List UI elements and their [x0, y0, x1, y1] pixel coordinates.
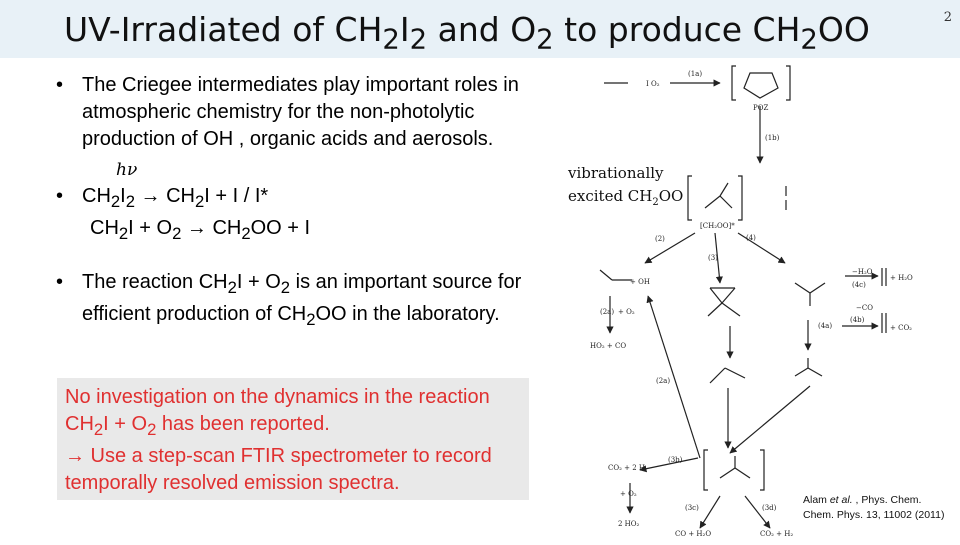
step-3b-label: (3b)	[668, 456, 683, 464]
slide-title: UV-Irradiated of $CH_2I_2$ and $O_2$ to produce $CH_2OO$	[64, 10, 870, 56]
bullet-list	[56, 72, 556, 355]
bullet-dot: •	[56, 271, 64, 293]
co-loss-label: −CO	[856, 304, 873, 312]
hv-label: hν	[116, 160, 138, 180]
mechanism-diagram	[560, 58, 960, 540]
ch2oo-star-label: [CH₂OO]*	[700, 222, 735, 230]
step-1b-label: (1b)	[765, 134, 780, 142]
ho2co-label: HO₂ + CO	[590, 342, 627, 350]
bullet-item-reactions	[56, 160, 556, 247]
vibrationally-label: vibrationally	[568, 164, 664, 182]
two-ho2-label: 2 HO₂	[618, 520, 640, 528]
step-2a-label: (2a)	[600, 308, 615, 316]
step-3c-label: (3c)	[685, 504, 699, 512]
step-4c-label: (4c)	[852, 281, 866, 289]
o2-label: + O₂	[618, 308, 635, 316]
step-3-label: (3)	[708, 254, 718, 262]
step-4a-label: (4a)	[818, 322, 833, 330]
bullet-dot: •	[56, 74, 64, 96]
step-1a-label: (1a)	[688, 70, 703, 78]
reaction-line-1: $CH_2I_2 \to CH_2I + I / I*$	[82, 185, 269, 211]
plus-o2-label: + O₂	[620, 490, 637, 498]
slide-number: 2	[943, 10, 952, 25]
step-4b-label: (4b)	[850, 316, 865, 324]
co2-product-label: + CO₂	[890, 324, 912, 332]
co2-h2-label: CO₂ + H₂	[760, 530, 794, 538]
bullet-item-criegee	[56, 72, 556, 153]
reference-citation: Alam et al. , Phys. Chem. Chem. Phys. 13, 11002 (2011)	[803, 494, 945, 521]
callout-text: No investigation on the dynamics in the reaction $CH_2I + O_2$ has been reported. → Use a step-scan FTIR spectrometer to record temporally resolved emission spectra.	[65, 386, 492, 494]
step-2a-long-label: (2a)	[656, 377, 671, 385]
co-h2o-label: CO + H₂O	[675, 530, 712, 538]
poz-label: POZ	[753, 104, 769, 112]
co2-2h-label: CO₂ + 2 H	[608, 464, 645, 472]
callout-box	[57, 378, 529, 500]
h2o-loss-label: −H₂O	[852, 268, 873, 276]
step-3d-label: (3d)	[762, 504, 777, 512]
mechanism-svg	[560, 58, 960, 540]
bullet-dot: •	[56, 185, 64, 207]
oh-label: + OH	[630, 278, 650, 286]
h2o-product-label: + H₂O	[890, 274, 913, 282]
step-2-label: (2)	[655, 235, 665, 243]
excited-ch2oo-label: excited $CH_2OO$	[568, 187, 684, 208]
bullet-text: The reaction $CH_2I + O_2$ is an important source for efficient production of $CH_2OO$ in the laboratory.	[82, 271, 522, 329]
step-4-label: (4)	[746, 234, 756, 242]
bullet-text: The Criegee intermediates play important roles in atmospheric chemistry for the non-photolytic production of OH , organic acids and aerosols.	[82, 74, 519, 150]
reaction-line-2: $CH_2I + O_2 \to CH_2OO + I$	[90, 217, 311, 243]
bullet-item-reaction-source	[56, 269, 556, 333]
reactant-label: I O₂	[646, 80, 660, 88]
